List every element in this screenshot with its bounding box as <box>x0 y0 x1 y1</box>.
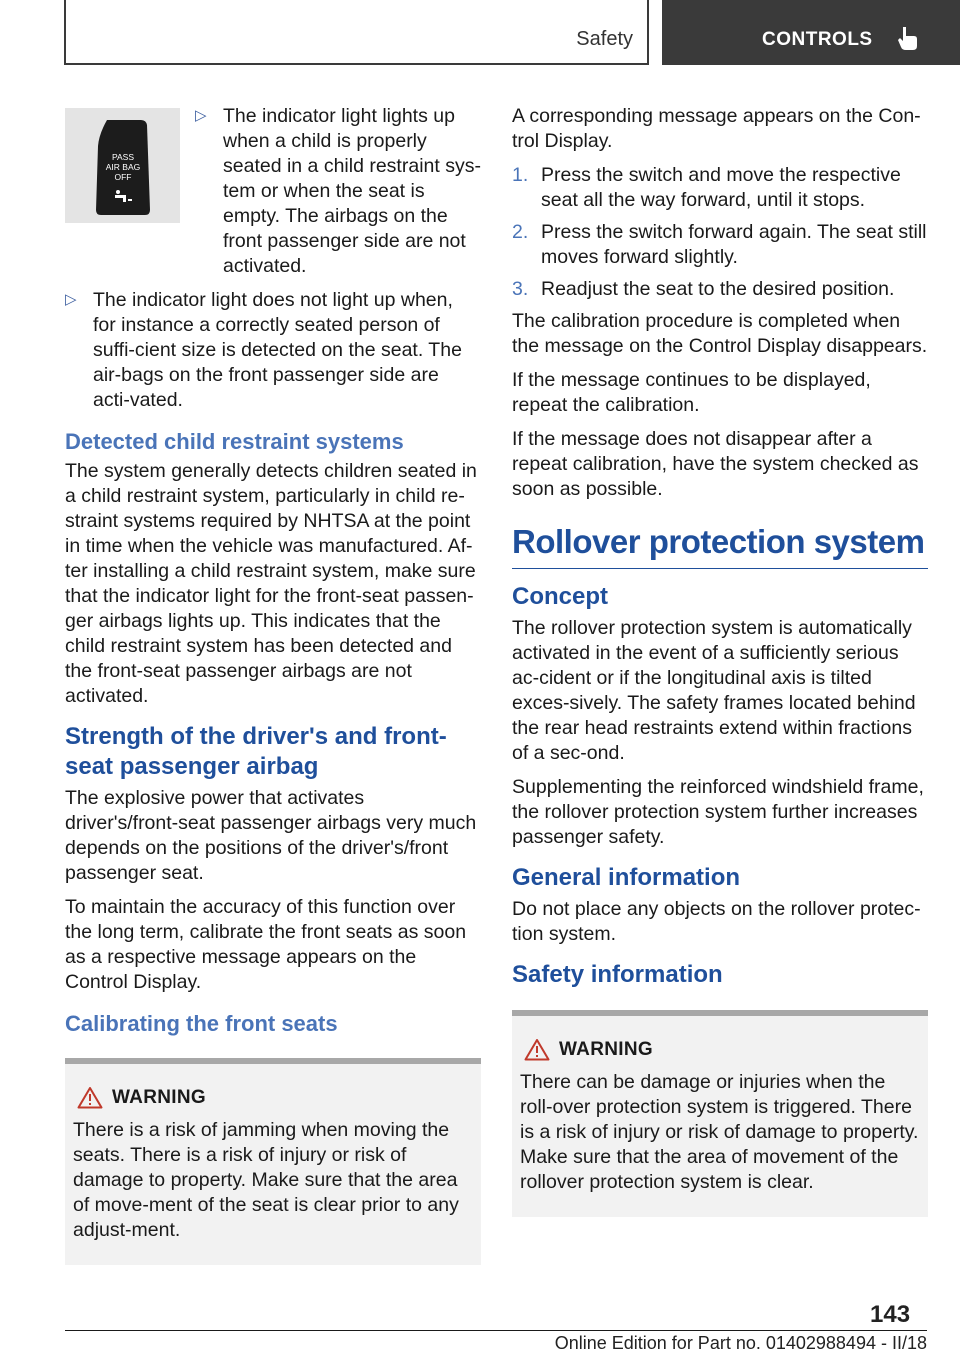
list-item-text: The indicator light does not light up when, for instance a correctly seated person of suffi-cient size is detected on the seat. The air-bags on the front passenger side are acti-vated. <box>93 289 462 411</box>
warning-triangle-icon <box>77 1086 103 1109</box>
left-column <box>65 104 481 1265</box>
triangle-bullet-icon: ▷ <box>65 291 77 308</box>
switch-label-pass: PASS <box>111 152 135 162</box>
list-item-text: The indicator light lights up when a child is properly seated in a child restraint sys-tem or when the seat is empty. The airbags on the front passenger side are not activated. <box>223 105 481 277</box>
paragraph-repeat-calibration: If the message continues to be displayed, repeat the calibration. <box>512 369 871 416</box>
switch-label-off: OFF <box>114 172 132 182</box>
step-number: 1. <box>512 164 529 186</box>
warning-text: There is a risk of jamming when moving the seats. There is a risk of injury or risk of damage to property. Make sure that the area of move-ment of the seat is clear prior to any adjust-ment. <box>73 1119 459 1241</box>
step-text: Press the switch forward again. The seat still moves forward slightly. <box>541 221 927 268</box>
step-text: Press the switch and move the respective seat all the way forward, until it stops. <box>541 164 901 211</box>
heading-detected-child-restraint-systems: Detected child restraint systems <box>65 429 404 454</box>
page-number: 143 <box>870 1301 911 1328</box>
pointing-hand-icon <box>897 25 919 51</box>
paragraph-strength-2: To maintain the accuracy of this function over the long term, calibrate the front seats as soon as a respective message appears on the Control Display. <box>65 896 467 993</box>
passenger-airbag-off-indicator-image <box>65 108 180 223</box>
list-item-indicator-lit <box>195 104 485 279</box>
list-item-step <box>512 277 928 302</box>
paragraph-have-checked: If the message does not disappear after a repeat calibration, have the system checked as soon as possible. <box>512 428 919 500</box>
paragraph-procedure-complete: The calibration procedure is completed when the message on the Control Display disappears. <box>512 310 928 357</box>
warning-text: There can be damage or injuries when the roll-over protection system is triggered. There is a risk of injury or risk of damage to property. Make sure that the area of movement of the rollover protection system is clear. <box>520 1071 919 1193</box>
heading-airbag-strength: Strength of the driver's and front-seat passenger airbag <box>65 723 447 780</box>
header-chapter-box <box>662 0 960 65</box>
warning-box-jamming <box>65 1058 481 1265</box>
warning-triangle-icon <box>524 1038 550 1061</box>
paragraph-message-appears: A corresponding message appears on the Con-trol Display. <box>512 105 921 152</box>
step-text: Readjust the seat to the desired position. <box>541 278 895 300</box>
warning-title: WARNING <box>559 1039 653 1060</box>
list-item-step <box>512 220 928 270</box>
warning-title: WARNING <box>112 1087 206 1108</box>
step-number: 3. <box>512 278 529 300</box>
warning-box-rollover <box>512 1010 928 1217</box>
paragraph-concept-2: Supplementing the reinforced windshield frame, the rollover protection system further increases passenger safety. <box>512 776 924 848</box>
triangle-bullet-icon: ▷ <box>195 107 207 124</box>
footer-edition: Online Edition for Part no. 01402988494 - II/18 <box>554 1333 927 1353</box>
list-item-indicator-not-lit <box>65 288 481 413</box>
airbag-off-switch-icon <box>93 116 153 218</box>
heading-calibrating-front-seats: Calibrating the front seats <box>65 1011 338 1036</box>
paragraph-strength-1: The explosive power that activates driver's/front-seat passenger airbags very much depends on the positions of the driver's/front passenger seat. <box>65 787 477 884</box>
step-number: 2. <box>512 221 529 243</box>
heading-concept: Concept <box>512 583 608 610</box>
list-item-step <box>512 163 928 213</box>
switch-label-airbag: AIR BAG <box>105 162 141 172</box>
paragraph-detected: The system generally detects children seated in a child restraint system, particularly in child re-straint systems required by NHTSA at the point in time when the vehicle was manufactured. Af-ter installing a child restraint system, make sure that the indicator light for the front-seat passen-ger airbags lights up. This indicates that the child restraint system has been detected and the front-seat passenger airbags are not activated. <box>65 460 477 707</box>
heading-general-information: General information <box>512 864 741 891</box>
chapter-title: CONTROLS <box>762 29 873 50</box>
right-column <box>512 104 928 1217</box>
calibration-steps-list <box>512 163 928 302</box>
heading-safety-information: Safety information <box>512 961 723 988</box>
paragraph-concept-1: The rollover protection system is automatically activated in the event of a sufficiently serious ac-cident or if the longitudinal axis is tilted exces-sively. The safety frames located behind the rear head restraints extend within fractions of a sec-ond. <box>512 617 916 764</box>
paragraph-general: Do not place any objects on the rollover protec-tion system. <box>512 898 921 945</box>
header-section-box <box>64 0 649 65</box>
heading-rollover-protection-system: Rollover protection system <box>512 522 928 569</box>
section-title: Safety <box>576 28 633 50</box>
footer-divider <box>65 1330 927 1331</box>
